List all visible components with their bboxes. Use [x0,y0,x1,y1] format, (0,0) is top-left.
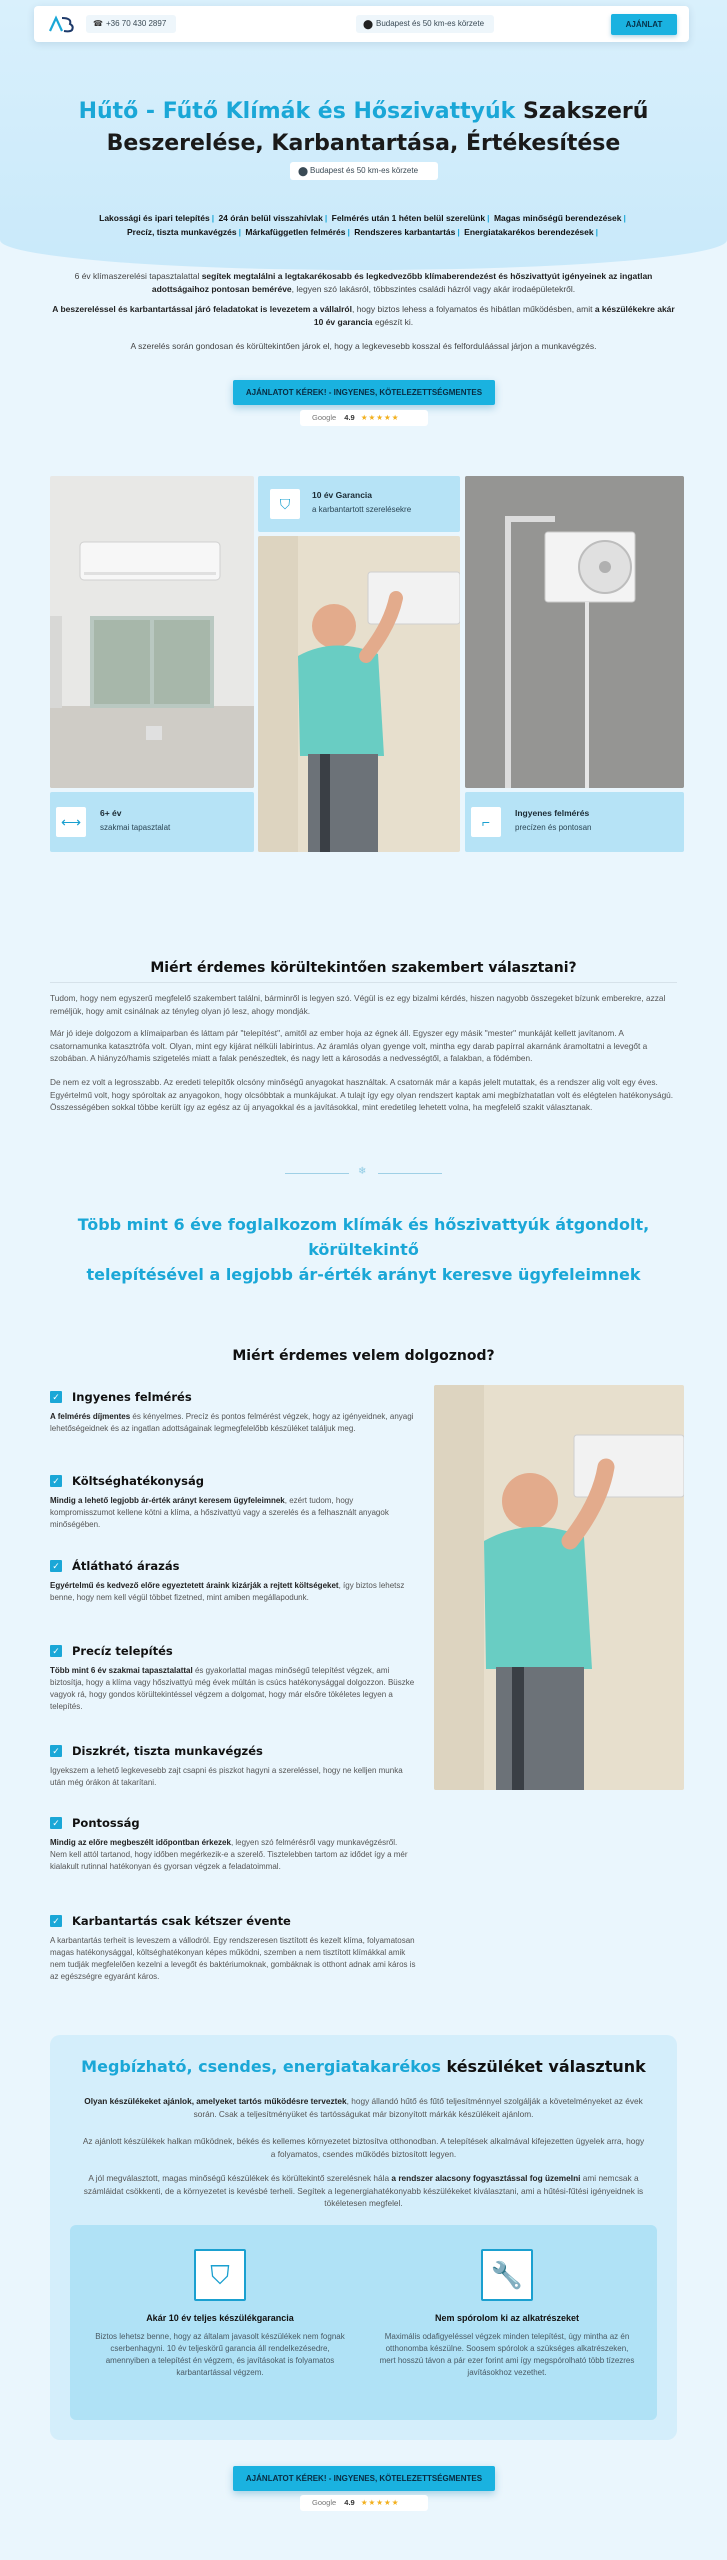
features-title: Miért érdemes velem dolgoznod? [232,1348,495,1364]
benefit-title: Akár 10 év teljes készülékgarancia [146,2313,294,2323]
service-area [356,15,494,33]
phone-icon: ☎ [93,19,103,28]
feature-title: Ingyenes felmérés [72,1390,192,1404]
title-line2: Beszerelése, Karbantartása, Értékesítése [106,131,621,156]
equipment-paragraph-2: Az ajánlott készülékek halkan működnek, békés és kellemes környezetet biztosítva otthonodban. A telepítések alkalmával kifejezetten ügyelek arra, hogy a folyamatos, csendes működés biztosított legyen. [82,2136,645,2159]
claim-line: Több mint 6 éve foglalkozom klímák és hőszivattyúk átgondolt, körültekintő [77,1215,650,1259]
feature-tags: Lakossági és ipari telepítés | 24 órán belül visszahívlak | Felmérés után 1 héten belül szerelünk | Magas minőségű berendezések | Precíz, tiszta munkavégzés | Márkafüggetlen felmérés | Rendszeres karbantartás | Energiatakarékos berendezések | [99,213,626,237]
title-rest: Szakszerű [515,99,649,124]
page-title [40,96,687,160]
google-rating[interactable] [300,410,428,426]
feature-text [50,1665,416,1713]
why-section-title: Miért érdemes körültekintően szakembert választani? [150,960,577,976]
tag: Lakossági és ipari telepítés [99,213,210,223]
text-bold: Több mint 6 év szakmai tapasztalattal [50,1666,193,1675]
feature-text [50,1765,416,1789]
benefit-text: Biztos lehetsz benne, hogy az általam javasolt készülékek nem fognak cserbenhagyni. 10 év teljeskörű garancia áll rendelkezésedre, amennyiben a telepítést én végzem, és javításokat is folyamatos karbantartással végzem. [95,2332,345,2377]
feature-text [50,1837,416,1873]
outdoor-unit-photo [465,476,684,788]
shield-icon: ⛉ [194,2249,246,2301]
text: , hogy állandó hűtő és fűtő teljesítménnyel szolgálják a követelményeket az évek során. Csak a teljesítményüket és tartósságukat már bizonyított márkák készülékeit ajánlom. [193,2096,643,2119]
text: , ezért tudom, hogy kompromisszumot kellene kötni a klíma, a hőszivattyú vagy a szerelés és a felhasznált anyagok minőségében. [50,1496,389,1529]
text: és kényelmes. Precíz és pontos felmérést végzek, hogy az igényeidnek, anyagi lehetőségeidnek és az ingatlan adottságainak legmegfelelőbb készüléket találjuk meg. [50,1412,414,1433]
check-icon: ✓ [50,1645,62,1657]
text-bold: Egyértelmű és kedvező előre egyeztetett áraink kizárják a rejtett költségeket [50,1581,339,1590]
benefit-panel [70,2225,657,2420]
why-paragraph-2: Már jó ideje dolgozom a klímaiparban és láttam pár "telepítést", amitől az ember hoja az égnek áll. Egyszer egy másik "mester" munkáját kellett javítanom. A csatornamunka katasztrófa volt. Olyan, mint egy kijárat nélküli labirintus. Az áramlás olyan gyenge volt, mintha egy darab papírral akarnánk áramoltatni a levegőt a szobában. A hiányzó/hamis szigetelés miatt a falak penészedtek, és nagy lett a károsodás a nedvességtől, a falakban, a födémben. [50,1028,648,1063]
text: , legyen szó felmérésről vagy munkavégzésről. Nem kell attól tartanod, hogy időben megérkezik-e a szerelő. Tisztelebben tartom az idődet így a mér kialakult rutinnal hatékonyan és gyorsan végzek a feladatoimmal. [50,1838,408,1871]
handshake-icon: ⟷ [56,807,86,837]
section-divider [285,1166,442,1180]
check-icon: ✓ [50,1915,62,1927]
feature-text [50,1580,416,1604]
title-accent: Hűtő - Fűtő Klímák és Hőszivattyúk [78,99,516,124]
wrench-icon: 🔧 [481,2249,533,2301]
text-bold: Olyan készülékeket ajánlok, amelyeket tartós működésre terveztek [84,2096,347,2106]
shield-icon: ⛉ [270,489,300,519]
card-title: Ingyenes felmérés [515,808,590,818]
tag: 24 órán belül visszahívlak [218,213,323,223]
snowflake-icon: ❄ [358,1166,367,1177]
card-subtitle: a karbantartott szerelésekre [312,505,412,514]
rating-stars: ★★★★★ [360,2498,400,2507]
text-bold: A felmérés díjmentes [50,1412,131,1421]
parts-benefit [377,2249,637,2379]
location-pin-icon: ⬤ [363,19,374,29]
text-bold: A beszereléssel és karbantartással járó feladatokat is levezetem a vállalról [52,304,352,314]
tag: Energiatakarékos berendezések [464,227,594,237]
logo-icon[interactable] [48,14,76,34]
intro-paragraph-1 [50,270,677,296]
feature-title: Átlátható árazás [72,1559,180,1573]
why-paragraph-1: Tudom, hogy nem egyszerű megfelelő szakembert találni, bárminről is legyen szó. Végül is ez egy bizalmi kérdés, hiszen nagyobb összegeket bízunk emberekre, azzal reméljük, hogy amit csinálnak az tényleg olyan jó lesz, ahogy mondják. [50,993,666,1016]
feature-title: Karbantartás csak kétszer évente [72,1914,291,1928]
card-subtitle: szakmai tapasztalat [100,823,171,832]
card-subtitle: precízen és pontosan [515,823,592,832]
text-bold: Mindig a lehető legjobb ár-érték arányt keresem ügyfeleimnek [50,1496,285,1505]
text: 6 év klímaszerelési tapasztalattal [74,271,202,281]
phone-number[interactable] [86,15,176,33]
text: , így biztos lehetsz benne, hogy nem kell végül többet fizetned, mint amiben megállapodunk. [50,1581,405,1602]
offer-cta-button[interactable]: AJÁNLATOT KÉREK! - INGYENES, KÖTELEZETTSÉGMENTES [233,380,495,405]
rating-value: 4.9 [344,2498,355,2507]
benefit-title: Nem spórolom ki az alkatrészeket [434,2313,580,2323]
rating-stars: ★★★★★ [360,413,400,422]
text: egészít ki. [372,317,414,327]
text: A jól megválasztott, magas minőségű készülékek és körültekintő szerelésnek hála [88,2173,392,2183]
feature-text [50,1935,416,1983]
service-area-text: Budapest és 50 km-es körzete [376,19,485,28]
rating-value: 4.9 [344,413,355,422]
check-icon: ✓ [50,1391,62,1403]
experience-claim [50,1212,677,1287]
google-logo: Google [312,2498,337,2507]
text: , legyen szó lakásról, többszintes családi házról vagy akár irodaépületekről. [291,284,576,294]
google-logo: Google [312,413,337,422]
text-bold: a készülékekre akár 10 év garancia [313,304,675,327]
intro-paragraph-2 [50,303,677,329]
check-icon: ✓ [50,1817,62,1829]
text-bold: segítek megtalálni a legtakarékosabb és legkedvezőbb klímaberendezést és hőszivattyút igényeinek az ingatlan adottságaihoz pontosan beméréve [151,271,653,294]
feature-title: Diszkrét, tiszta munkavégzés [72,1744,263,1758]
feature-title: Költséghatékonyság [72,1474,204,1488]
text: , hogy biztos lehess a folyamatos és hibátlan működésben, amit [351,304,595,314]
technician-photo [434,1385,684,1790]
text: és gyakorlattal magas minőségű telepítést végzek, ami biztosítja, hogy a klíma vagy hőszivattyú még évek múltán is csúcs hatékonysággal dolgozzon. Büszke vagyok rá, hogy gondos körültekintéssel végzem a dolgomat, hogy már elsőre tökéletes legyen a telepítés. [50,1666,415,1711]
warranty-card [258,476,460,532]
warranty-benefit [90,2249,350,2379]
check-icon: ✓ [50,1745,62,1757]
footer-google-rating[interactable] [300,2495,428,2511]
why-paragraph-3: De nem ez volt a legrosszabb. Az eredeti telepítők olcsóny minőségű anyagokat használtak. A csatornák már a kapás jelelt mutattak, és a rendszer alig volt egy éves. Egyértelmű volt, hogy spóroltak az anyagokon, hogy olcsóbbtak a munkájukat. A tulajt így egy olyan rendszert kaptak ami megbízhatatlan volt és elégtelen hatékonyságú. Összességében sokkal többe került így az egész az új anyagokkal és a javításokkal, mint eredetileg lehetett volna, ha megfelelő szakit választanak. [50,1077,674,1112]
intro-paragraph-3: A szerelés során gondosan és körültekintően járok el, hogy a legkevesebb kosszal és felforduláással járjon a munkavégzés. [130,341,597,351]
tag: Precíz, tiszta munkavégzés [126,227,237,237]
equipment-section [50,2035,677,2440]
free-survey-card [465,792,684,852]
location-pin-icon: ⬤ [298,166,309,176]
title-accent: Megbízható, csendes, energiatakarékos [81,2057,441,2076]
equipment-title [50,2057,677,2076]
equipment-paragraph-1 [80,2095,647,2120]
text: A karbantartás terheit is leveszem a vállodról. Egy rendszeresen tisztított és kezelt klíma, folyamatosan magas hatékonysággal, költséghatékonyan képes működni, szemben a nem tisztított klímákkal amik nem tudják megfelelően kezelni a levegőt és baktériumoknak, gombáknak is otthont adnak ami káros is az egészségre egyaránt káros. [50,1936,416,1981]
top-bar [34,6,689,42]
technician-installing-photo [258,536,460,852]
equipment-paragraph-3 [80,2172,647,2210]
experience-card [50,792,254,852]
tag: Magas minőségű berendezések [493,213,622,223]
check-icon: ✓ [50,1560,62,1572]
card-title: 10 év Garancia [312,490,373,500]
text-bold: a rendszer alacsony fogyasztással fog üzemelni [391,2173,581,2183]
hero-service-area [290,162,438,180]
footer-offer-cta-button[interactable]: AJÁNLATOT KÉREK! - INGYENES, KÖTELEZETTSÉGMENTES [233,2466,495,2491]
tag: Felmérés után 1 héten belül szerelünk [331,213,486,223]
offer-button[interactable]: AJÁNLAT [611,14,677,35]
divider-line [50,982,677,983]
card-title: 6+ év [100,808,122,818]
feature-title: Precíz telepítés [72,1644,173,1658]
feature-text [50,1411,416,1435]
claim-line: telepítésével a legjobb ár-érték arányt keresve ügyfeleimnek [86,1265,641,1284]
check-icon: ✓ [50,1475,62,1487]
text: ami nemcsak a számláidat csökkenti, de a környezetet is kevésbé terheli. Segítek a legenergiahatékonyabb készülékeket kiválasztani, ami a hűtési-fűtési igényeidnek is tökéletesen megfelel. [83,2173,644,2208]
benefit-text: Maximális odafigyeléssel végzek minden telepítést, úgy mintha az én otthonomba készülne. Soosem spórolok a szükséges alkatrészeken, mert hosszú távon a pár ezer forint ami így megspórolható több tízezres javításokhoz vezethet. [379,2332,635,2377]
tag: Márkafüggetlen felmérés [245,227,346,237]
text-bold: Mindig az előre megbeszélt időpontban érkezek [50,1838,231,1847]
ruler-icon: ⌐ [471,807,501,837]
tag: Rendszeres karbantartás [354,227,456,237]
feature-text [50,1495,416,1531]
room-ac-photo [50,476,254,788]
hero-service-area-text: Budapest és 50 km-es körzete [310,166,419,175]
phone-text: +36 70 430 2897 [106,19,167,28]
text: Igyekszem a lehető legkevesebb zajt csapni és piszkot hagyni a szereléssel, hogy ne kelljen munka után még órákon át takarítani. [50,1766,403,1787]
title-rest: készüléket választunk [440,2057,646,2076]
feature-title: Pontosság [72,1816,140,1830]
